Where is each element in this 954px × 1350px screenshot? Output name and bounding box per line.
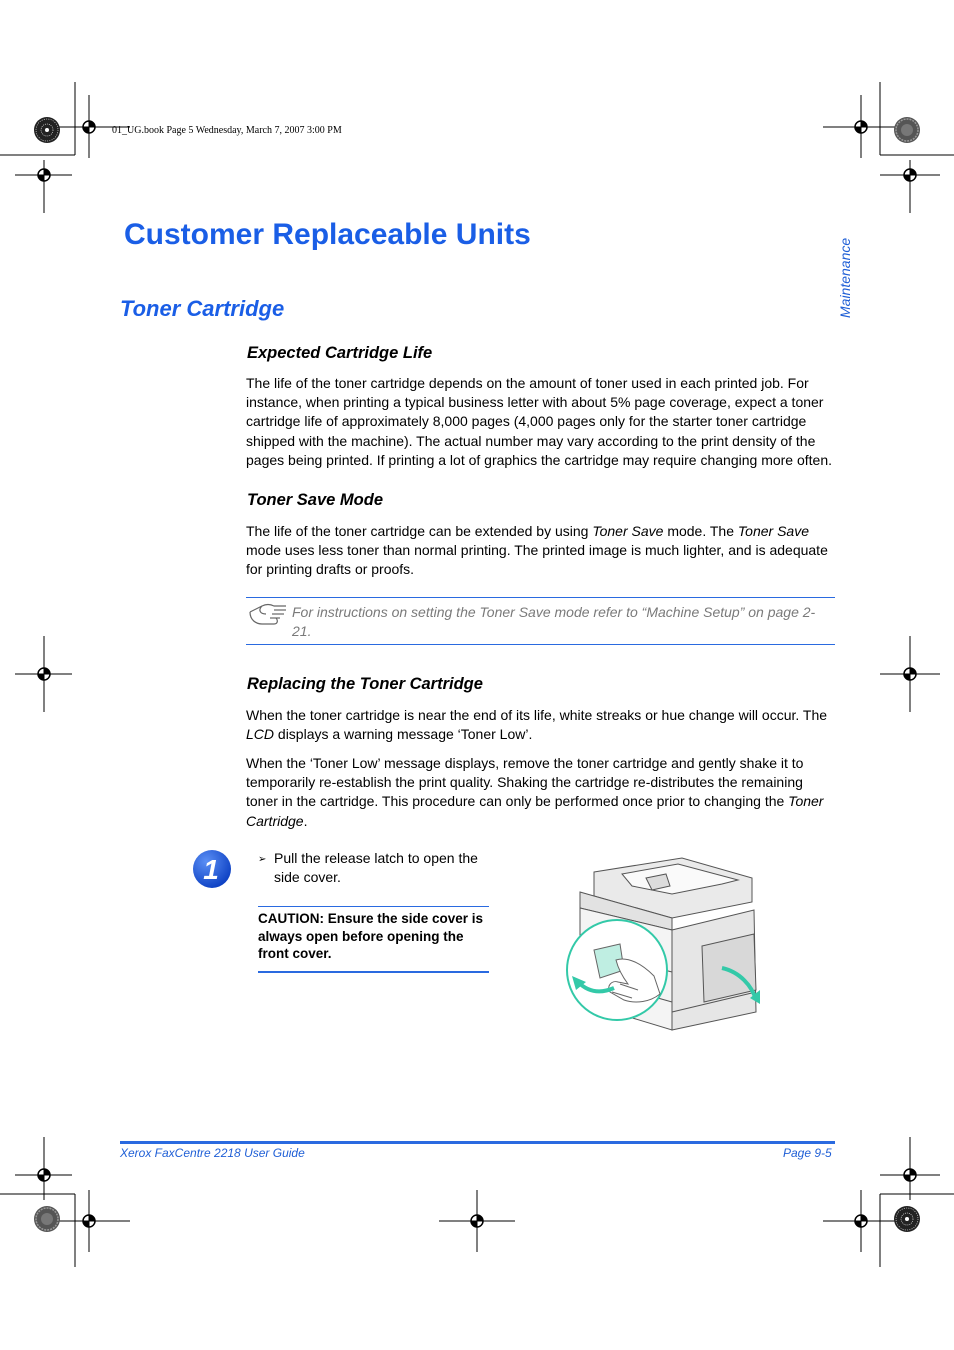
expected-life-heading: Expected Cartridge Life [247,344,433,362]
note-top-rule [246,597,835,598]
replacing-p1-text-b: displays a warning message ‘Toner Low’. [274,726,533,743]
toner-save-em-1: Toner Save [592,523,664,539]
toner-save-text-3: mode uses less toner than normal printing. The printed image is much lighter, and is adequate for printing drafts or proofs. [246,542,828,578]
replacing-heading: Replacing the Toner Cartridge [247,675,483,693]
caution-text: CAUTION: Ensure the side cover is always open before opening the front cover. [258,911,484,961]
page-title: Customer Replaceable Units [124,218,531,251]
step-instruction-text: Pull the release latch to open the side cover. [274,850,478,885]
toner-save-body [246,522,838,580]
replacing-p2-text-b: . [303,812,308,829]
section-title: Toner Cartridge [120,296,285,321]
registration-target-icon [38,121,916,1227]
toner-save-text-2: mode. The [663,523,738,539]
expected-life-body: The life of the toner cartridge depends on the amount of toner used in each printed job. For instance, when printing a typical business letter with about 5% page coverage, expect a toner cartridge life of approximately 8,000 pages (4,000 pages only for the starter toner cartridge shipped with the machine). The actual number may vary according to the print density of the pages being printed. If printing a lot of graphics the cartridge may require changing more often. [246,375,833,468]
replacing-body-2 [246,754,838,831]
replacing-body-1 [246,706,838,744]
toner-save-em-2: Toner Save [737,523,809,539]
toner-save-heading: Toner Save Mode [247,491,384,509]
arrow-bullet-icon: ➢ [258,854,267,865]
note-bottom-rule [246,644,835,645]
caution-top-rule [258,906,489,907]
footer-guide-title: Xerox FaxCentre 2218 User Guide [120,1146,305,1160]
caution-bottom-rule [258,971,489,973]
toner-save-text-1: The life of the toner cartridge can be extended by using [246,523,593,539]
note-hand-icon [248,602,288,628]
footer-rule [120,1141,835,1144]
step-number: 1 [203,854,219,885]
printer-illustration [562,852,772,1034]
replacing-p2-em: Toner Cartridge [246,793,824,829]
side-tab-label: Maintenance [837,237,853,318]
replacing-p1-em: LCD [246,726,275,743]
replacing-p1-text-a: When the toner cartridge is near the end of its life, white streaks or hue change will occur. The [246,707,828,723]
replacing-p2-text-a: When the ‘Toner Low’ message displays, remove the toner cartridge and gently shake it to temporarily re-establish the print quality. Shaking the cartridge re-distributes the remaining toner in the cartridge. This procedure can only be performed once prior to changing the [246,755,804,810]
step-instruction [258,849,490,887]
footer-page-number: Page 9-5 [783,1146,832,1160]
book-header: 01_UG.book Page 5 Wednesday, March 7, 2007 3:00 PM [112,125,342,136]
note-text: For instructions on setting the Toner Save mode refer to “Machine Setup” on page 2-21. [292,604,816,639]
step-number-icon [191,849,233,889]
